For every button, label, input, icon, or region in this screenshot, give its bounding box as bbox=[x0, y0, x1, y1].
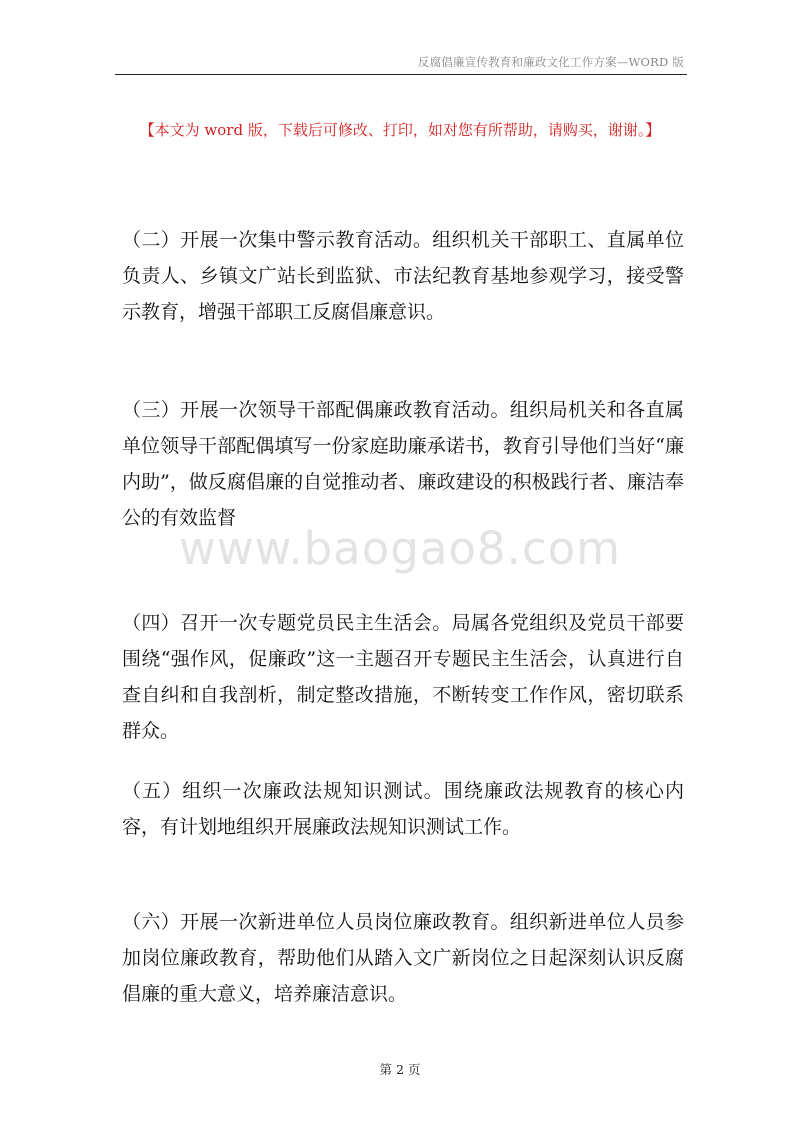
watermark: www.baogao8.com bbox=[179, 522, 621, 575]
download-notice: 【本文为 word 版，下载后可修改、打印，如对您有所帮助，请购买，谢谢。】 bbox=[139, 121, 661, 139]
header-divider bbox=[115, 74, 687, 75]
paragraph-item-6: （六）开展一次新进单位人员岗位廉政教育。组织新进单位人员参加岗位廉政教育，帮助他们从踏入文广新岗位之日起深刻认识反腐倡廉的重大意义，培养廉洁意识。 bbox=[122, 911, 684, 1005]
header-title: 反腐倡廉宣传教育和廉政文化工作方案—WORD 版 bbox=[417, 55, 684, 69]
page-number: 第 2 页 bbox=[379, 1062, 421, 1077]
paragraph-item-3: （三）开展一次领导干部配偶廉政教育活动。组织局机关和各直属单位领导干部配偶填写一份家庭助廉承诺书，教育引导他们当好“廉内助”，做反腐倡廉的自觉推动者、廉政建设的积极践行者、廉洁奉公的有效监督 bbox=[122, 399, 684, 529]
paragraph-item-4: （四）召开一次专题党员民主生活会。局属各党组织及党员干部要围绕“强作风，促廉政”这一主题召开专题民主生活会，认真进行自查自纠和自我剖析，制定整改措施，不断转变工作作风，密切联系群众。 bbox=[122, 612, 684, 742]
paragraph-item-5: （五）组织一次廉政法规知识测试。围绕廉政法规教育的核心内容，有计划地组织开展廉政法规知识测试工作。 bbox=[122, 780, 684, 838]
paragraph-item-2: （二）开展一次集中警示教育活动。组织机关干部职工、直属单位负责人、乡镇文广站长到监狱、市法纪教育基地参观学习，接受警示教育，增强干部职工反腐倡廉意识。 bbox=[122, 229, 684, 323]
